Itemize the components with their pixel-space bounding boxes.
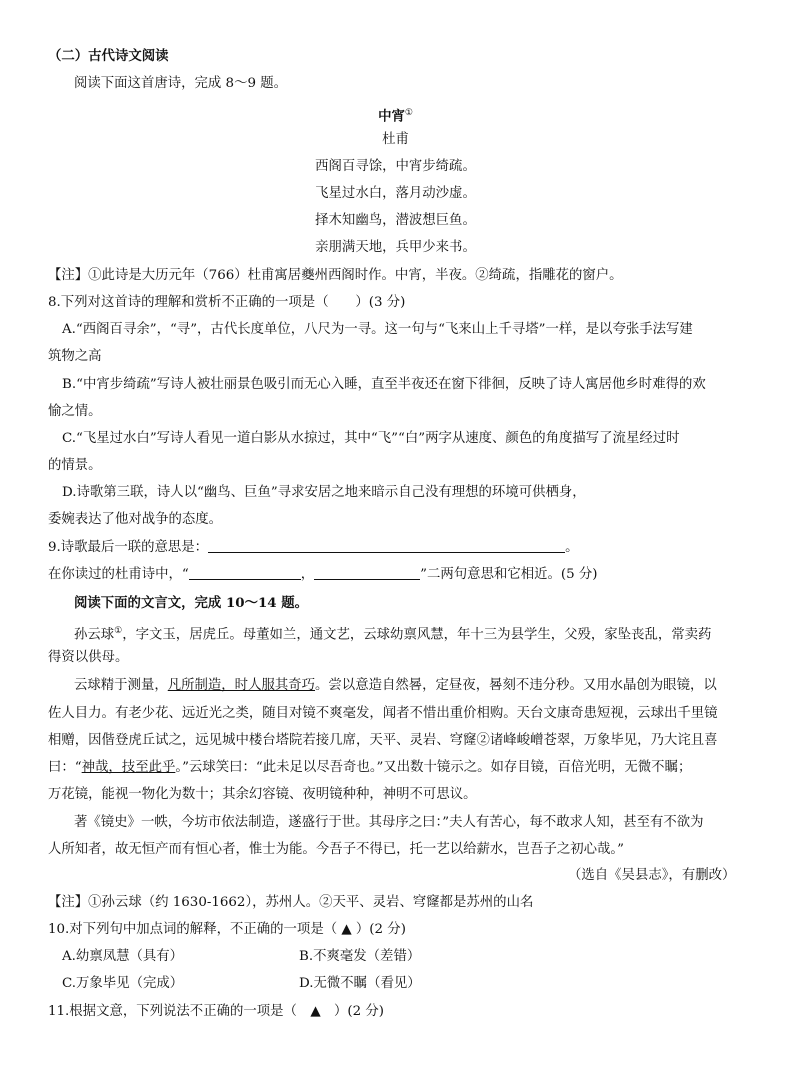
prose-p2-line5: 万花镜，能视一物化为数十；其余幻容镜、夜明镜种种，神明不可思议。	[48, 787, 477, 802]
q8-option-b: B.“中宵步绮疏”写诗人被壮丽景色吸引而无心入睡，直至半夜还在窗下徘徊，反映了诗人寓居他乡时难得的欢	[62, 377, 706, 392]
poem-line: 飞星过水白，落月动沙虚。	[315, 186, 476, 201]
poem-line: 西阁百寻馀，中宵步绮疏。	[315, 159, 476, 174]
q9-answer-blank[interactable]	[208, 538, 565, 553]
q11-stem: 11.根据文意，下列说法不正确的一项是（ ▲ ）(2 分)	[48, 1004, 385, 1019]
q8-stem: 8.下列对这首诗的理解和赏析不正确的一项是（ ）(3 分)	[48, 295, 406, 310]
poem-note: 【注】①此诗是大历元年（766）杜甫寓居夔州西阁时作。中宵，半夜。②绮疏，指雕花的窗户。	[48, 268, 623, 283]
prose-p2-text-d: 。”云球笑曰：“此未足以尽吾奇也。”又出数十镜示之。如存目镜，百倍光明，无微不瞩；	[175, 760, 692, 775]
prose-p2-line3: 相赠，因偕登虎丘试之，远见城中楼台塔院若接几席，天平、灵岩、穹窿②诸峰峻嶒苍翠，万象毕见，乃大诧且喜	[48, 733, 718, 748]
poem-intro: 阅读下面这首唐诗，完成 8～9 题。	[74, 76, 288, 91]
q9-prefix: 9.诗歌最后一联的意思是：	[48, 540, 209, 555]
q8-option-d-cont: 委婉表达了他对战争的态度。	[48, 512, 223, 527]
prose-note: 【注】①孙云球（约 1630-1662），苏州人。②天平、灵岩、穹窿都是苏州的山名	[48, 895, 534, 910]
q8-option-a: A.“西阁百寻余”，“寻”，古代长度单位，八尺为一寻。这一句与“飞来山上千寻塔”一样，是以夸张手法写建	[62, 322, 693, 337]
q8-option-c-cont: 的情景。	[48, 458, 102, 473]
q10-option-c: C.万象毕见（完成）	[62, 976, 184, 991]
q10-option-b: B.不爽毫发（差错）	[299, 949, 421, 964]
q9-verse-blank-2[interactable]	[314, 565, 420, 580]
prose-source: （选自《吴县志》，有删改）	[568, 868, 736, 883]
poem-author: 杜甫	[382, 132, 409, 147]
q9-line-1	[48, 538, 578, 558]
prose-underlined-phrase-2: 神哉，技至此乎	[81, 760, 176, 775]
prose-p1-line1	[74, 621, 711, 645]
q9-suffix: 。	[565, 540, 579, 555]
prose-p2-line1	[74, 676, 717, 696]
q10-stem: 10.对下列句中加点词的解释，不正确的一项是（ ▲ ）(2 分)	[48, 922, 406, 937]
prose-intro: 阅读下面的文言文，完成 10～14 题。	[74, 595, 309, 611]
q10-options-row-1	[62, 947, 420, 967]
poem-line: 亲朋满天地，兵甲少来书。	[315, 240, 476, 255]
prose-p3-line2: 人所知者，故无恒产而有恒心者，惟士为能。今吾子不得已，托一艺以给薪水，岂吾子之初心哉。”	[48, 842, 624, 857]
q9-line2-suffix: ”二两句意思和它相近。(5 分)	[420, 567, 598, 582]
q9-line2-sep: ，	[300, 567, 315, 582]
prose-name: 孙云球	[74, 627, 115, 643]
prose-p2-text-a: 云球精于测量，	[74, 678, 168, 693]
q10-option-a: A.幼禀凤慧（具有）	[62, 949, 184, 964]
poem-title-text: 中宵	[378, 108, 405, 125]
q9-line-2	[48, 565, 598, 585]
prose-p1-line2: 得资以供母。	[48, 650, 129, 665]
prose-p2-text-c: 曰：“	[48, 760, 82, 775]
poem-title	[0, 103, 791, 126]
poem-title-note-mark: ①	[404, 108, 413, 118]
prose-p3-line1: 著《镜史》一帙，今坊市依法制造，遂盛行于世。其母序之曰：”夫人有苦心，每不敢求人知，甚至有不欲为	[74, 815, 704, 830]
prose-p2-line2: 佐人目力。有老少花、远近光之类，随目对镜不爽毫发，闻者不惜出重价相购。天台文康奇患短视，云球出千里镜	[48, 706, 718, 721]
section-title: （二）古代诗文阅读	[48, 48, 169, 64]
prose-p2-line4	[48, 758, 691, 778]
prose-underlined-phrase-1: 凡所制造，时人服其奇巧	[167, 678, 316, 693]
q10-options-row-2	[62, 974, 421, 994]
q8-option-c: C.“飞星过水白”写诗人看见一道白影从水掠过，其中“飞”“白”两字从速度、颜色的角度描写了流星经过时	[62, 431, 680, 446]
q8-option-d: D.诗歌第三联，诗人以“幽鸟、巨鱼”寻求安居之地来暗示自己没有理想的环境可供栖身，	[62, 485, 586, 500]
prose-p2-text-b: 。尝以意造自然晷，定昼夜，晷刻不违分秒。又用水晶创为眼镜，以	[315, 678, 717, 693]
prose-p1-text: ，字文玉，居虎丘。母董如兰，通文艺，云球幼禀风慧，年十三为县学生，父殁，家坠丧乱，常卖药	[122, 627, 712, 643]
q9-verse-blank-1[interactable]	[189, 565, 301, 580]
q8-option-a-cont: 筑物之高	[48, 349, 102, 364]
poem-line: 择木知幽鸟，潜波想巨鱼。	[315, 213, 476, 228]
q9-line2-prefix: 在你读过的杜甫诗中，“	[48, 567, 189, 582]
prose-note-mark: ①	[114, 626, 123, 636]
q10-option-d: D.无微不瞩（看见）	[299, 976, 421, 991]
q8-option-b-cont: 愉之情。	[48, 404, 102, 419]
